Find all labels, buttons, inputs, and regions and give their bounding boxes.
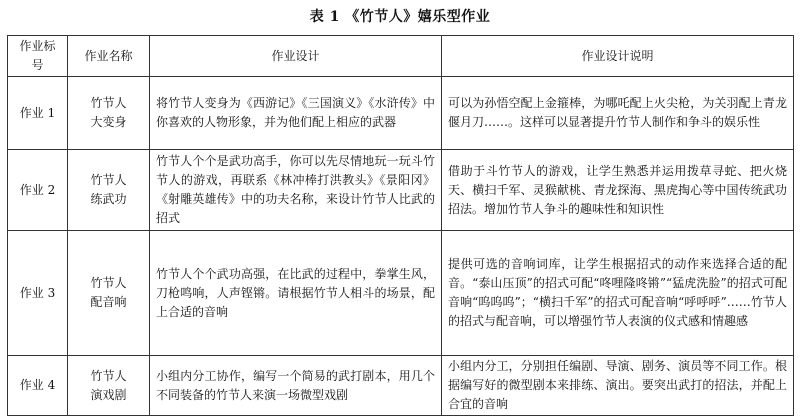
cell-name xyxy=(68,356,150,416)
cell-design: 小组内分工协作，编写一个简易的武打剧本，用几个不同装备的竹节人来演一场微型戏剧 xyxy=(150,356,442,416)
cell-name-text: 竹节人大变身 xyxy=(90,96,127,129)
cell-id: 作业 3 xyxy=(8,231,68,356)
cell-id: 作业 1 xyxy=(8,77,68,150)
header-desc: 作业设计说明 xyxy=(442,36,794,77)
table-row xyxy=(8,150,794,231)
cell-design: 竹节人个个是武功高手，你可以先尽情地玩一玩斗竹节人的游戏，再联系《林冲棒打洪教头》《景阳冈》《射雕英雄传》中的功夫名称，来设计竹节人比武的招式 xyxy=(150,150,442,231)
header-design: 作业设计 xyxy=(150,36,442,77)
cell-design: 竹节人个个武功高强，在比武的过程中，拳掌生风，刀枪鸣响，人声铿锵。请根据竹节人相斗的场景，配上合适的音响 xyxy=(150,231,442,356)
table-row xyxy=(8,77,794,150)
cell-name xyxy=(68,150,150,231)
table-header-row xyxy=(8,36,794,77)
homework-table xyxy=(7,35,794,416)
cell-name-text: 竹节人演戏剧 xyxy=(90,368,127,402)
cell-desc: 小组内分工，分别担任编剧、导演、剧务、演员等不同工作。根据编写好的微型剧本来排练、演出。要突出武打的招法，并配上合宜的音响 xyxy=(442,356,794,416)
cell-desc: 提供可选的音响词库，让学生根据招式的动作来选择合适的配音。“泰山压顶”的招式可配“咚哩隆咚锵”“猛虎洗脸”的招式可配音响“呜呜呜”；“横扫千军”的招式可配音响“呼呼呼”……竹节人的招式与配音响，可以增强竹节人表演的仪式感和情趣感 xyxy=(442,231,794,356)
cell-desc: 可以为孙悟空配上金箍棒，为哪吒配上火尖枪，为关羽配上青龙偃月刀……。这样可以显著提升竹节人制作和争斗的娱乐性 xyxy=(442,77,794,150)
cell-name-text: 竹节人配音响 xyxy=(90,276,127,309)
cell-desc: 借助于斗竹节人的游戏，让学生熟悉并运用拨草寻蛇、把火烧天、横扫千军、灵猴献桃、青龙探海、黑虎掏心等中国传统武功招法。增加竹节人争斗的趣味性和知识性 xyxy=(442,150,794,231)
cell-name xyxy=(68,231,150,356)
table-row xyxy=(8,231,794,356)
cell-id: 作业 4 xyxy=(8,356,68,416)
cell-name xyxy=(68,77,150,150)
cell-name-text: 竹节人练武功 xyxy=(90,173,127,206)
cell-id: 作业 2 xyxy=(8,150,68,231)
header-id: 作业标号 xyxy=(8,36,68,77)
header-name: 作业名称 xyxy=(68,36,150,77)
cell-design: 将竹节人变身为《西游记》《三国演义》《水浒传》中你喜欢的人物形象，并为他们配上相应的武器 xyxy=(150,77,442,150)
table-caption: 表 1 《竹节人》嬉乐型作业 xyxy=(309,9,491,25)
table-row xyxy=(8,356,794,416)
